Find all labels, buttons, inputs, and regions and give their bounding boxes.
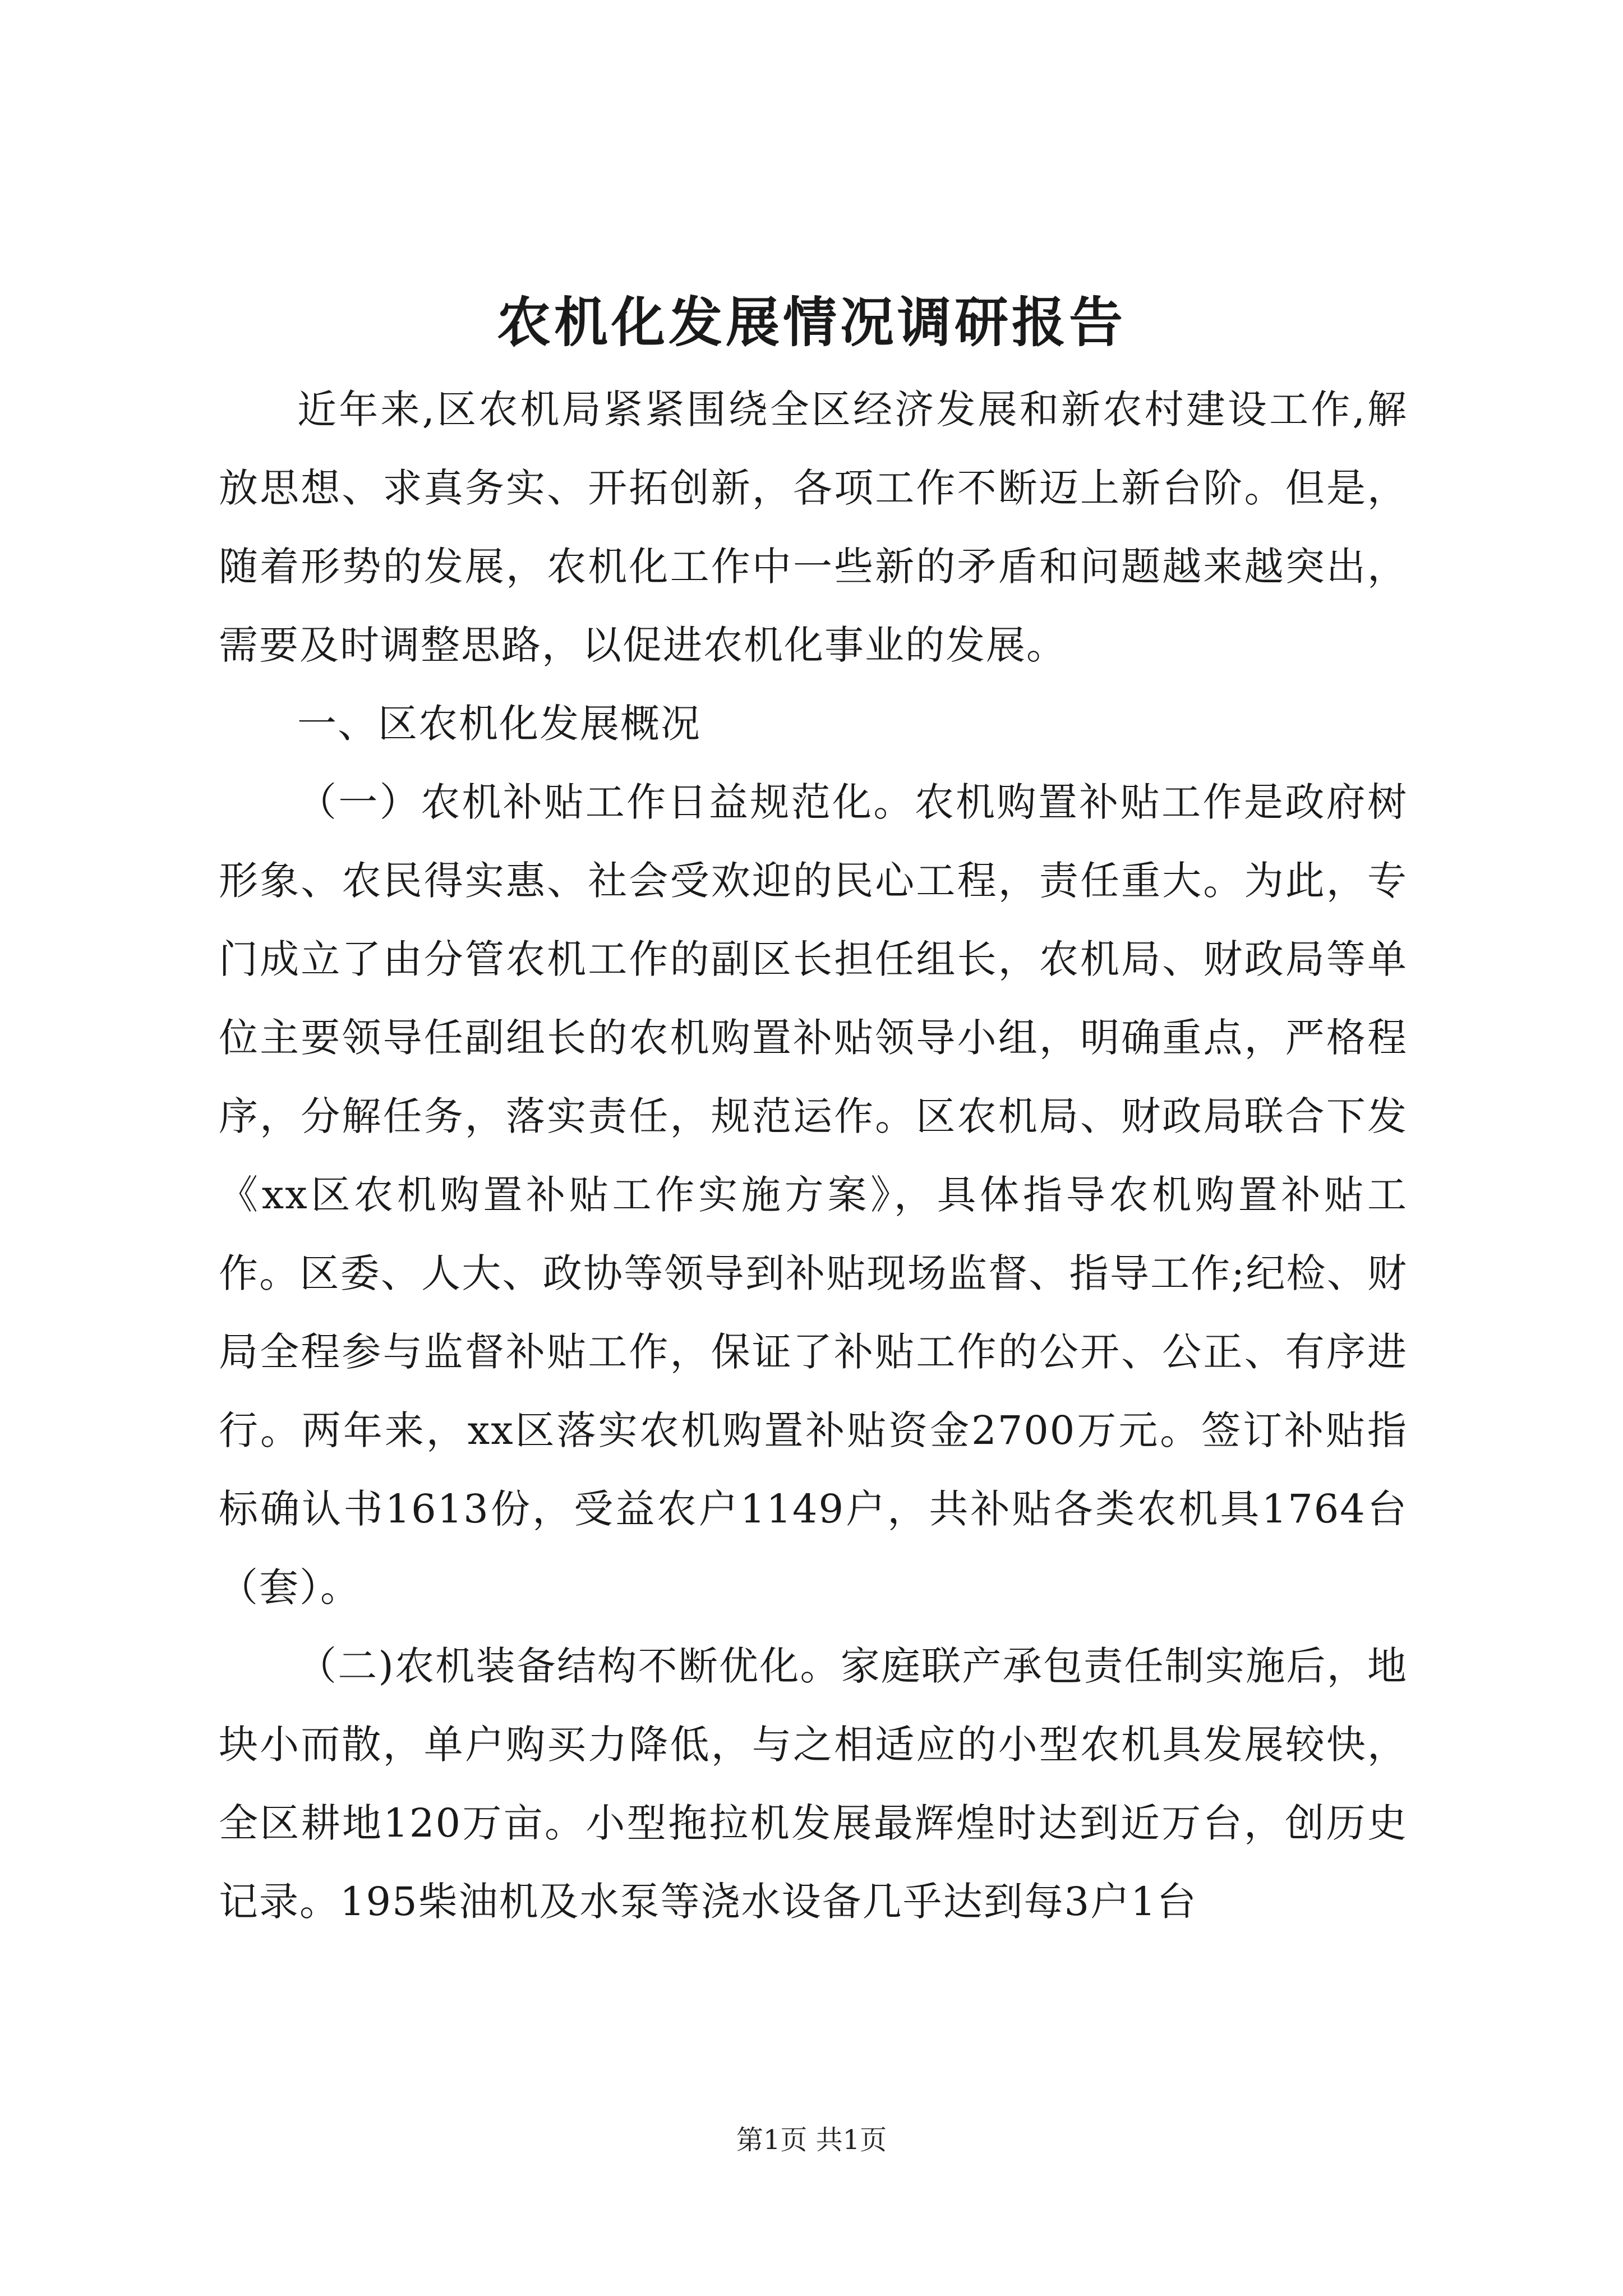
- section-heading: 一、区农机化发展概况: [297, 701, 701, 747]
- paragraph-subsidy: （一）农机补贴工作日益规范化。农机购置补贴工作是政府树形象、农民得实惠、社会受欢迎的民心工程，责任重大。为此，专门成立了由分管农机工作的副区长担任组长，农机局、财政局等单位主要领导任副组长的农机购置补贴领导小组，明确重点，严格程序，分解任务，落实责任，规范运作。区农机局、财政局联合下发《xx区农机购置补贴工作实施方案》，具体指导农机购置补贴工作。区委、人大、政协等领导到补贴现场监督、指导工作;纪检、财局全程参与监督补贴工作，保证了补贴工作的公开、公正、有序进行。两年来，xx区落实农机购置补贴资金2700万元。签订补贴指标确认书1613份，受益农户1149户，共补贴各类农机具1764台（套）。: [219, 779, 1408, 1611]
- page-footer: 第1页 共1页: [736, 2124, 887, 2156]
- document-title: 农机化发展情况调研报告: [497, 291, 1126, 354]
- paragraph-intro: 近年来,区农机局紧紧围绕全区经济发展和新农村建设工作,解放思想、求真务实、开拓创新，各项工作不断迈上新台阶。但是，随着形势的发展，农机化工作中一些新的矛盾和问题越来越突出，需要及时调整思路，以促进农机化事业的发展。: [219, 386, 1408, 668]
- paragraph-equipment: （二)农机装备结构不断优化。家庭联产承包责任制实施后，地块小而散，单户购买力降低，与之相适应的小型农机具发展较快，全区耕地120万亩。小型拖拉机发展最辉煌时达到近万台，创历史记录。195柴油机及水泵等浇水设备几乎达到每3户1台: [219, 1643, 1408, 1925]
- document-body: [219, 370, 1408, 1941]
